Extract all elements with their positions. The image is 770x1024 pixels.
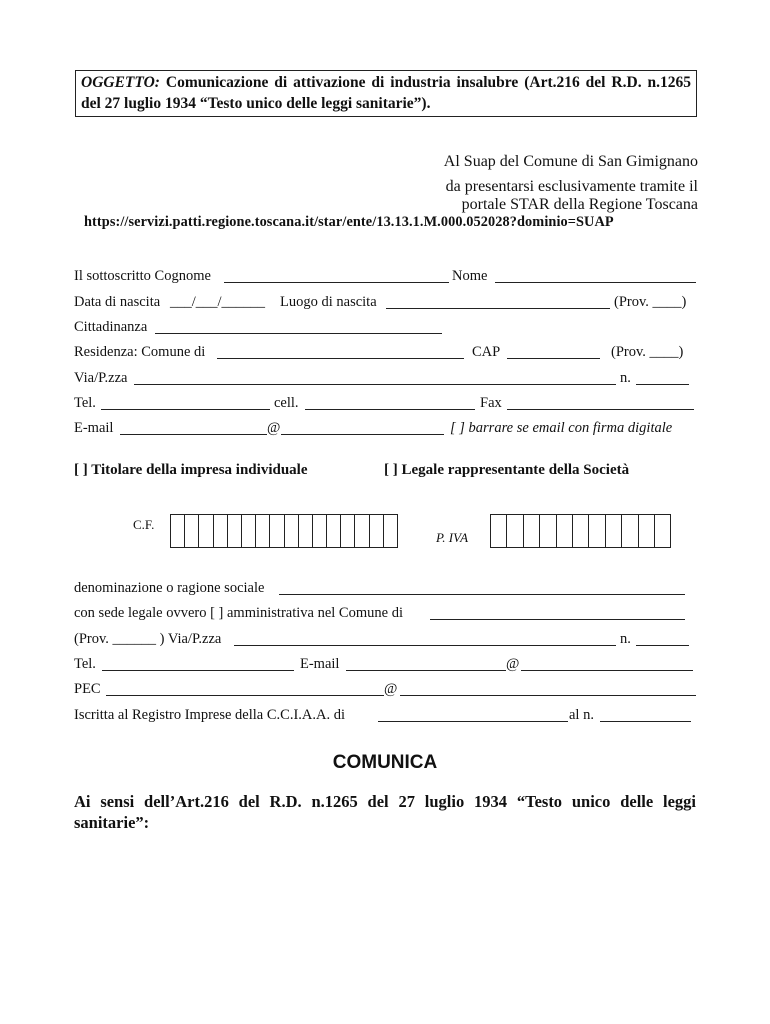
citizenship-field[interactable] bbox=[155, 333, 442, 334]
email-user-field[interactable] bbox=[120, 434, 267, 435]
pec-label: PEC bbox=[74, 681, 101, 697]
legal-basis-text: Ai sensi dell’Art.216 del R.D. n.1265 del 27 luglio 1934 “Testo unico delle leggi sanitarie”: bbox=[74, 792, 696, 832]
addressee-line-3: portale STAR della Regione Toscana bbox=[461, 196, 698, 213]
piva-cell[interactable] bbox=[540, 514, 556, 548]
row-company-street bbox=[74, 629, 696, 649]
row-company-seat bbox=[74, 603, 696, 623]
cap-label: CAP bbox=[472, 344, 501, 360]
citizenship-label: Cittadinanza bbox=[74, 319, 148, 335]
row-contacts bbox=[74, 393, 696, 413]
company-email-domain-field[interactable] bbox=[521, 670, 693, 671]
company-name-field[interactable] bbox=[279, 594, 685, 595]
row-company-contacts bbox=[74, 654, 696, 674]
email-at: @ bbox=[267, 420, 281, 436]
birthplace-field[interactable] bbox=[386, 308, 610, 309]
pec-domain-field[interactable] bbox=[400, 695, 696, 696]
company-number-label: n. bbox=[620, 631, 631, 647]
addressee-line-1: Al Suap del Comune di San Gimignano bbox=[443, 153, 698, 170]
cf-cell[interactable] bbox=[341, 514, 355, 548]
residence-field[interactable] bbox=[217, 358, 464, 359]
cf-cell[interactable] bbox=[256, 514, 270, 548]
tel-label: Tel. bbox=[74, 395, 96, 411]
cf-cell[interactable] bbox=[199, 514, 213, 548]
pec-user-field[interactable] bbox=[106, 695, 384, 696]
cell-label: cell. bbox=[274, 395, 299, 411]
cf-cell[interactable] bbox=[384, 514, 398, 548]
cf-cell[interactable] bbox=[171, 514, 185, 548]
pec-at: @ bbox=[384, 681, 398, 697]
email-domain-field[interactable] bbox=[281, 434, 444, 435]
registry-number-label: al n. bbox=[569, 707, 594, 723]
piva-cell[interactable] bbox=[573, 514, 589, 548]
role-owner-checkbox[interactable]: [ ] Titolare della impresa individuale bbox=[74, 462, 308, 478]
cf-grid[interactable] bbox=[170, 514, 398, 548]
role-legal-rep-checkbox[interactable]: [ ] Legale rappresentante della Società bbox=[384, 462, 630, 478]
residence-prov-field[interactable]: (Prov. ____) bbox=[611, 344, 684, 360]
street-number-field[interactable] bbox=[636, 384, 689, 385]
street-label: Via/P.zza bbox=[74, 370, 128, 386]
piva-cell[interactable] bbox=[606, 514, 622, 548]
birthplace-label: Luogo di nascita bbox=[280, 294, 377, 310]
cf-cell[interactable] bbox=[355, 514, 369, 548]
company-prov-street-label: (Prov. ______ ) Via/P.zza bbox=[74, 631, 222, 647]
cap-field[interactable] bbox=[507, 358, 600, 359]
subject-label: OGGETTO: bbox=[81, 74, 160, 91]
company-email-at: @ bbox=[506, 656, 520, 672]
birthdate-field[interactable]: ___/___/______ bbox=[170, 294, 266, 310]
portal-url[interactable]: https://servizi.patti.regione.toscana.it/star/ente/13.13.1.M.000.052028?dominio=SUAP bbox=[84, 214, 614, 230]
birth-prov-field[interactable]: (Prov. ____) bbox=[614, 294, 687, 310]
surname-field[interactable] bbox=[224, 282, 449, 283]
piva-cell[interactable] bbox=[655, 514, 671, 548]
tel-field[interactable] bbox=[101, 409, 270, 410]
piva-cell[interactable] bbox=[491, 514, 507, 548]
subject-box bbox=[75, 70, 697, 117]
email-label: E-mail bbox=[74, 420, 114, 436]
company-tel-label: Tel. bbox=[74, 656, 96, 672]
row-street bbox=[74, 368, 696, 388]
company-seat-field[interactable] bbox=[430, 619, 685, 620]
piva-grid[interactable] bbox=[490, 514, 671, 548]
fax-label: Fax bbox=[480, 395, 502, 411]
registry-label: Iscritta al Registro Imprese della C.C.I.A.A. di bbox=[74, 707, 346, 723]
cf-cell[interactable] bbox=[313, 514, 327, 548]
piva-label: P. IVA bbox=[436, 530, 469, 545]
row-registry bbox=[74, 705, 696, 725]
piva-cell[interactable] bbox=[524, 514, 540, 548]
cf-cell[interactable] bbox=[185, 514, 199, 548]
row-company-name bbox=[74, 578, 696, 598]
piva-cell[interactable] bbox=[589, 514, 605, 548]
registry-number-field[interactable] bbox=[600, 721, 691, 722]
row-birth bbox=[74, 292, 696, 312]
cf-cell[interactable] bbox=[299, 514, 313, 548]
surname-label: Il sottoscritto Cognome bbox=[74, 268, 211, 284]
company-street-field[interactable] bbox=[234, 645, 616, 646]
registry-city-field[interactable] bbox=[378, 721, 568, 722]
digital-signature-checkbox[interactable]: [ ] barrare se email con firma digitale bbox=[450, 420, 673, 436]
cf-label: C.F. bbox=[133, 517, 155, 532]
company-email-user-field[interactable] bbox=[346, 670, 506, 671]
subject-text: Comunicazione di attivazione di industria insalubre (Art.216 del R.D. n.1265 del 27 luglio 1934 “Testo unico delle leggi sanitarie”). bbox=[81, 74, 692, 112]
name-field[interactable] bbox=[495, 282, 696, 283]
cf-cell[interactable] bbox=[242, 514, 256, 548]
cf-cell[interactable] bbox=[214, 514, 228, 548]
residence-label: Residenza: Comune di bbox=[74, 344, 206, 360]
fax-field[interactable] bbox=[507, 409, 694, 410]
company-seat-label: con sede legale ovvero [ ] amministrativa nel Comune di bbox=[74, 605, 403, 621]
company-email-label: E-mail bbox=[300, 656, 340, 672]
street-field[interactable] bbox=[134, 384, 616, 385]
section-heading: COMUNICA bbox=[332, 752, 438, 773]
piva-cell[interactable] bbox=[557, 514, 573, 548]
birthdate-label: Data di nascita bbox=[74, 294, 161, 310]
addressee-line-2: da presentarsi esclusivamente tramite il bbox=[445, 178, 698, 195]
cf-cell[interactable] bbox=[228, 514, 242, 548]
cell-field[interactable] bbox=[305, 409, 475, 410]
cf-cell[interactable] bbox=[370, 514, 384, 548]
piva-cell[interactable] bbox=[507, 514, 523, 548]
row-company-pec bbox=[74, 679, 696, 699]
name-label: Nome bbox=[452, 268, 488, 284]
row-email bbox=[74, 418, 696, 438]
company-tel-field[interactable] bbox=[102, 670, 294, 671]
row-residence bbox=[74, 342, 696, 362]
cf-cell[interactable] bbox=[327, 514, 341, 548]
cf-cell[interactable] bbox=[285, 514, 299, 548]
row-citizenship bbox=[74, 317, 696, 337]
cf-cell[interactable] bbox=[270, 514, 284, 548]
piva-cell[interactable] bbox=[622, 514, 638, 548]
piva-cell[interactable] bbox=[639, 514, 655, 548]
company-number-field[interactable] bbox=[636, 645, 689, 646]
row-surname-name bbox=[74, 266, 696, 286]
street-number-label: n. bbox=[620, 370, 631, 386]
company-name-label: denominazione o ragione sociale bbox=[74, 580, 265, 596]
